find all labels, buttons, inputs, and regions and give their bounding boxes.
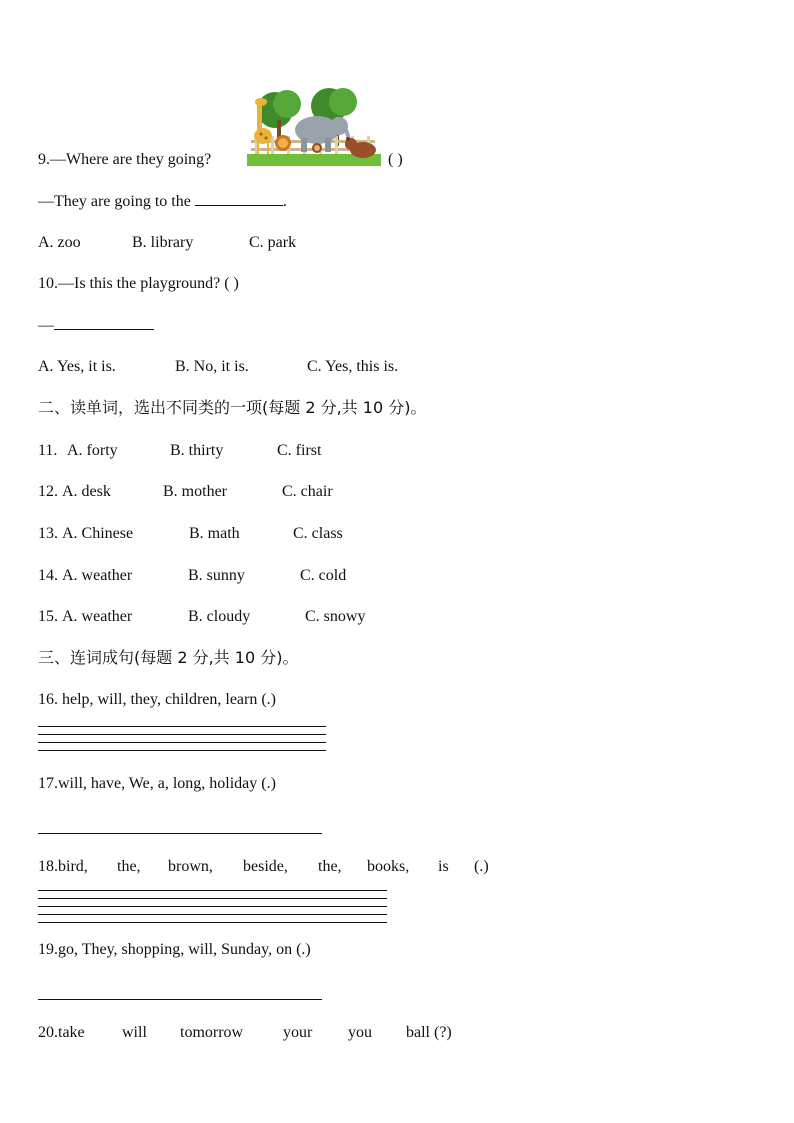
q18-word: beside, (243, 858, 288, 875)
q9-bracket: ( ) (388, 151, 403, 168)
q18-word: the, (117, 858, 141, 875)
q18-writing-line-3[interactable] (38, 906, 387, 907)
q11-option-a[interactable]: A. forty (67, 442, 118, 459)
q16-writing-line-3[interactable] (38, 742, 326, 743)
q9-answer-prefix: —They are going to the (38, 193, 191, 210)
q10-option-c[interactable]: C. Yes, this is. (307, 358, 399, 375)
q15-option-a[interactable]: A. weather (62, 608, 133, 625)
q10-answer-prefix: — (38, 317, 54, 334)
q18-word: is (438, 858, 449, 875)
q17-writing-line[interactable] (38, 833, 322, 834)
q11-option-b[interactable]: B. thirty (170, 442, 224, 459)
q20-word: ball (?) (406, 1024, 452, 1041)
q16-writing-line-1[interactable] (38, 726, 326, 727)
q9-answer-line (38, 191, 287, 212)
q10-question-line (38, 274, 239, 294)
q20-word: will (122, 1024, 147, 1041)
q14-number: 14. (38, 567, 58, 584)
q18-writing-line-1[interactable] (38, 890, 387, 891)
q9-answer-blank[interactable] (195, 191, 283, 206)
q15-option-b[interactable]: B. cloudy (188, 608, 251, 625)
q19-words: 19.go, They, shopping, will, Sunday, on (.) (38, 941, 311, 958)
q20-word: 20.take (38, 1024, 85, 1041)
q17-words: 17.will, have, We, a, long, holiday (.) (38, 775, 276, 792)
q16-writing-line-2[interactable] (38, 734, 326, 735)
q13-number: 13. (38, 525, 58, 542)
q9-option-b[interactable]: B. library (132, 234, 194, 251)
q13-option-b[interactable]: B. math (189, 525, 240, 542)
q19-writing-line[interactable] (38, 999, 322, 1000)
q14-option-a[interactable]: A. weather (62, 567, 133, 584)
q9-option-c[interactable]: C. park (249, 234, 297, 251)
q13-option-a[interactable]: A. Chinese (62, 525, 134, 542)
section2-title: 二、读单词，选出不同类的一项(每题 2 分,共 10 分)。 (38, 398, 427, 417)
q16-words: 16. help, will, they, children, learn (.) (38, 691, 276, 708)
q18-word: brown, (168, 858, 213, 875)
q11-number: 11. (38, 442, 58, 459)
q12-option-b[interactable]: B. mother (163, 483, 227, 500)
q10-question: 10.—Is this the playground? ( ) (38, 275, 239, 292)
q16-writing-line-4[interactable] (38, 750, 326, 751)
zoo-animals-picture (247, 88, 381, 168)
section3-title: 三、连词成句(每题 2 分,共 10 分)。 (38, 648, 299, 667)
q20-word: tomorrow (180, 1024, 244, 1041)
q15-option-c[interactable]: C. snowy (305, 608, 366, 625)
q18-word: the, (318, 858, 342, 875)
q11-option-c[interactable]: C. first (277, 442, 322, 459)
q14-option-b[interactable]: B. sunny (188, 567, 245, 584)
q18-word: (.) (474, 858, 489, 875)
q15-number: 15. (38, 608, 58, 625)
q9-answer-suffix: . (282, 193, 287, 210)
q9-option-a[interactable]: A. zoo (38, 234, 81, 251)
q9-bracket-line (388, 150, 403, 170)
q10-option-b[interactable]: B. No, it is. (175, 358, 249, 375)
q18-word: 18.bird, (38, 858, 88, 875)
q10-answer-line (38, 315, 154, 336)
q13-option-c[interactable]: C. class (293, 525, 343, 542)
q18-writing-line-5[interactable] (38, 922, 387, 923)
q9-question: 9.—Where are they going? (38, 151, 212, 168)
q12-option-c[interactable]: C. chair (282, 483, 333, 500)
q10-answer-blank[interactable] (54, 315, 154, 330)
q18-writing-line-2[interactable] (38, 898, 387, 899)
q20-word: you (348, 1024, 372, 1041)
q18-word: books, (367, 858, 410, 875)
q18-writing-line-4[interactable] (38, 914, 387, 915)
q12-number: 12. (38, 483, 58, 500)
q14-option-c[interactable]: C. cold (300, 567, 347, 584)
q9-question-line (38, 150, 211, 170)
q20-word: your (283, 1024, 313, 1041)
q12-option-a[interactable]: A. desk (62, 483, 111, 500)
q10-option-a[interactable]: A. Yes, it is. (38, 358, 116, 375)
